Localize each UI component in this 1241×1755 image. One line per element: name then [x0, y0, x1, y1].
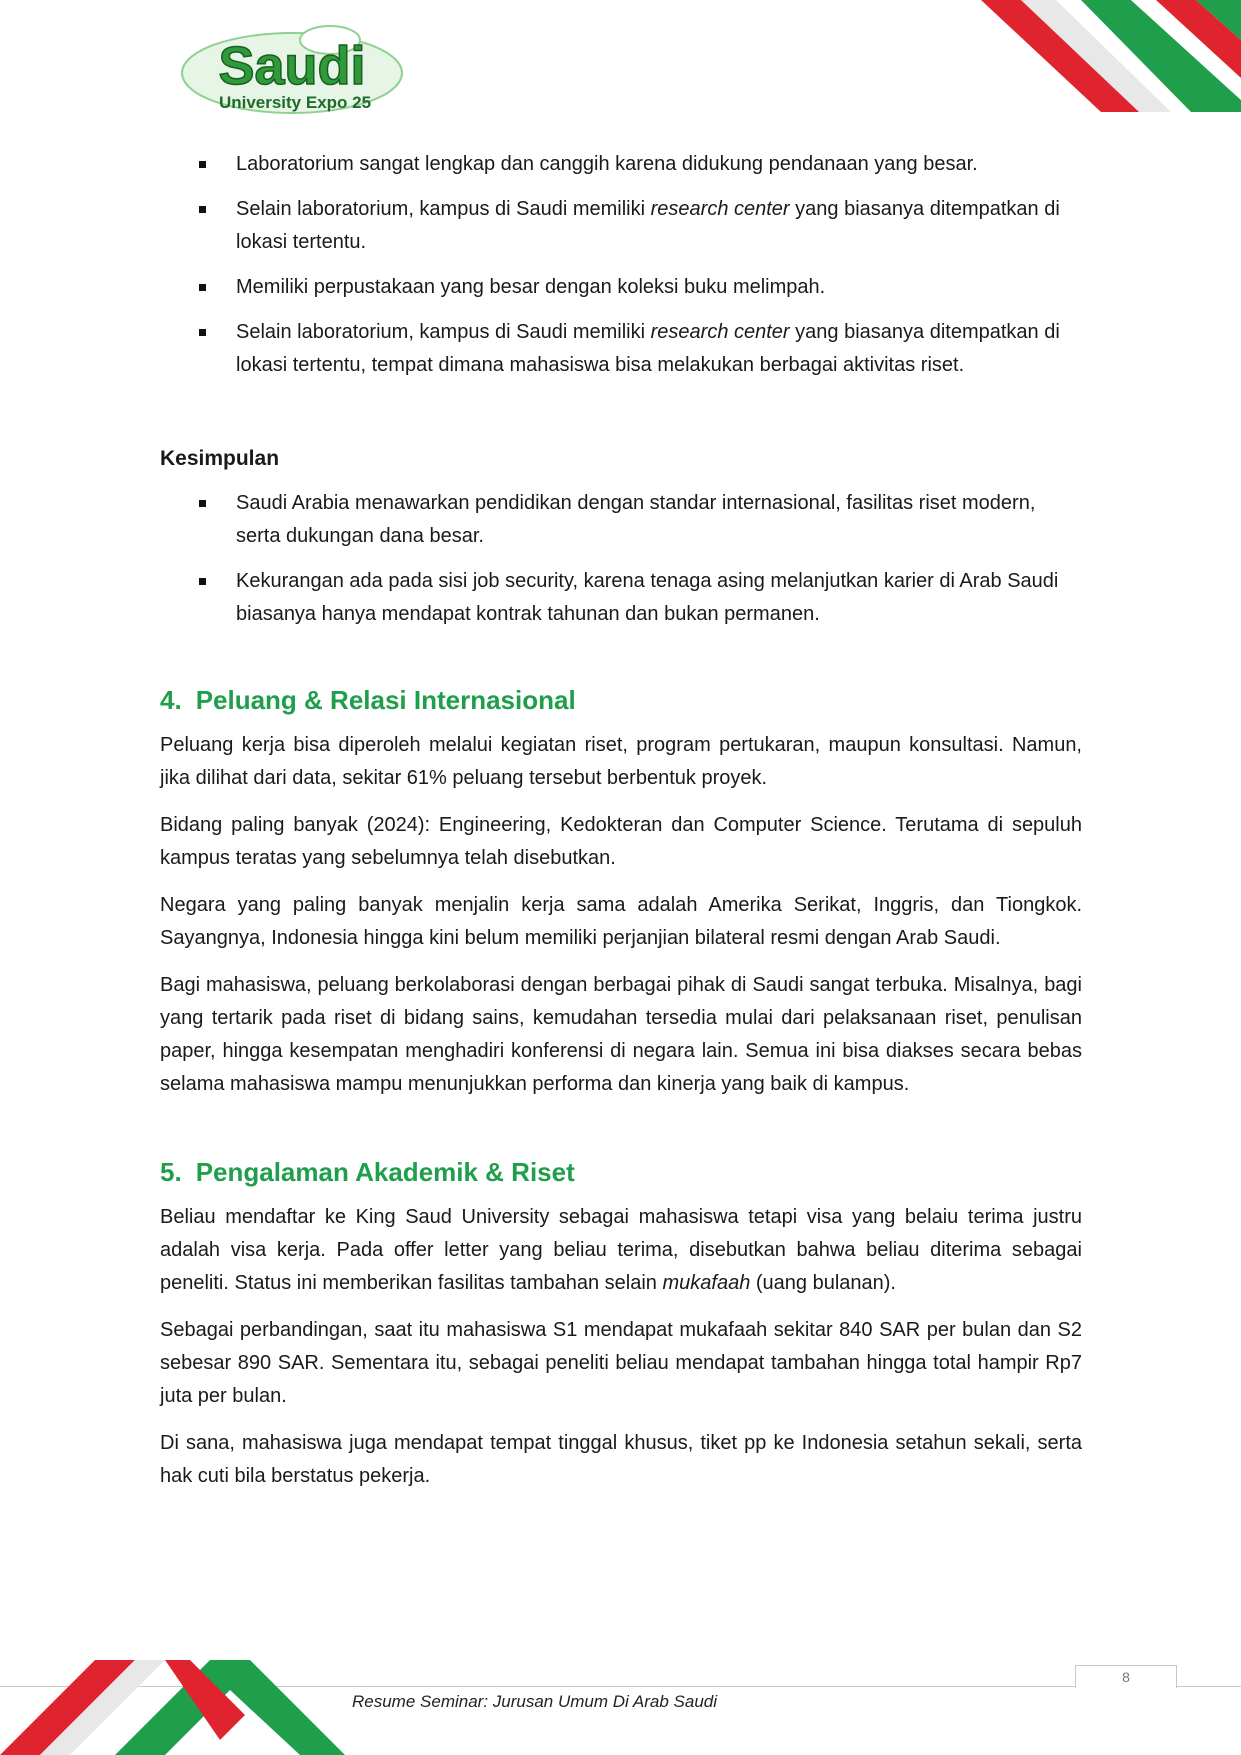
- list-item: Kekurangan ada pada sisi job security, karena tenaga asing melanjutkan karier di Arab Saudi biasanya hanya mendapat kontrak tahunan dan bukan permanen.: [160, 565, 1082, 631]
- list-item: Laboratorium sangat lengkap dan canggih karena didukung pendanaan yang besar.: [160, 148, 1082, 181]
- paragraph: Di sana, mahasiswa juga mendapat tempat tinggal khusus, tiket pp ke Indonesia setahun sekali, serta hak cuti bila berstatus pekerja.: [160, 1432, 1082, 1487]
- paragraph: Peluang kerja bisa diperoleh melalui kegiatan riset, program pertukaran, maupun konsultasi. Namun, jika dilihat dari data, sekitar 61% peluang tersebut berbentuk proyek.: [160, 734, 1082, 789]
- paragraph: Sebagai perbandingan, saat itu mahasiswa S1 mendapat mukafaah sekitar 840 SAR per bulan dan S2 sebesar 890 SAR. Sementara itu, sebagai peneliti beliau mendapat tambahan hingga total hampir Rp7 juta per bulan.: [160, 1319, 1082, 1407]
- section-heading: 4. Peluang & Relasi Internasional: [160, 685, 576, 715]
- list-item: Selain laboratorium, kampus di Saudi memiliki research center yang biasanya ditempatkan di lokasi tertentu.: [160, 193, 1082, 259]
- kesimpulan-heading: Kesimpulan: [160, 447, 280, 470]
- kesimpulan-list: [160, 487, 1082, 631]
- list-item: Memiliki perpustakaan yang besar dengan koleksi buku melimpah.: [160, 271, 1082, 304]
- paragraph: Bidang paling banyak (2024): Engineering, Kedokteran dan Computer Science. Terutama di sepuluh kampus teratas yang sebelumnya telah disebutkan.: [160, 814, 1082, 869]
- saudi-expo-logo: [180, 18, 405, 118]
- logo-sub-text: University Expo 25: [218, 93, 372, 112]
- facilities-list: [160, 148, 1082, 382]
- paragraph: Beliau mendaftar ke King Saud University sebagai mahasiswa tetapi visa yang belaiu terima justru adalah visa kerja. Pada offer letter yang beliau terima, disebutkan bahwa beliau diterima sebagai peneliti. Status ini memberikan fasilitas tambahan selain mukafaah (uang bulanan).: [160, 1206, 1082, 1294]
- logo-main-text: Saudi: [218, 36, 366, 96]
- paragraph: Negara yang paling banyak menjalin kerja sama adalah Amerika Serikat, Inggris, dan Tiongkok. Sayangnya, Indonesia hingga kini belum memiliki perjanjian bilateral resmi dengan Arab Saudi.: [160, 894, 1082, 949]
- corner-ribbon-top-right: [981, 0, 1241, 112]
- section-heading: 5. Pengalaman Akademik & Riset: [160, 1157, 575, 1187]
- footer-title: Resume Seminar: Jurusan Umum Di Arab Saudi: [352, 1692, 718, 1711]
- list-item: Selain laboratorium, kampus di Saudi memiliki research center yang biasanya ditempatkan di lokasi tertentu, tempat dimana mahasiswa bisa melakukan berbagai aktivitas riset.: [160, 316, 1082, 382]
- page-number: 8: [1075, 1665, 1177, 1688]
- list-item: Saudi Arabia menawarkan pendidikan dengan standar internasional, fasilitas riset modern, serta dukungan dana besar.: [160, 487, 1082, 553]
- corner-ribbon-bottom-left: [0, 1660, 360, 1755]
- paragraph: Bagi mahasiswa, peluang berkolaborasi dengan berbagai pihak di Saudi sangat terbuka. Misalnya, bagi yang tertarik pada riset di bidang sains, kemudahan tersedia mulai dari pelaksanaan riset, penulisan paper, hingga kesempatan menghadiri konferensi di negara lain. Semua ini bisa diakses secara bebas selama mahasiswa mampu menunjukkan performa dan kinerja yang baik di kampus.: [160, 974, 1082, 1095]
